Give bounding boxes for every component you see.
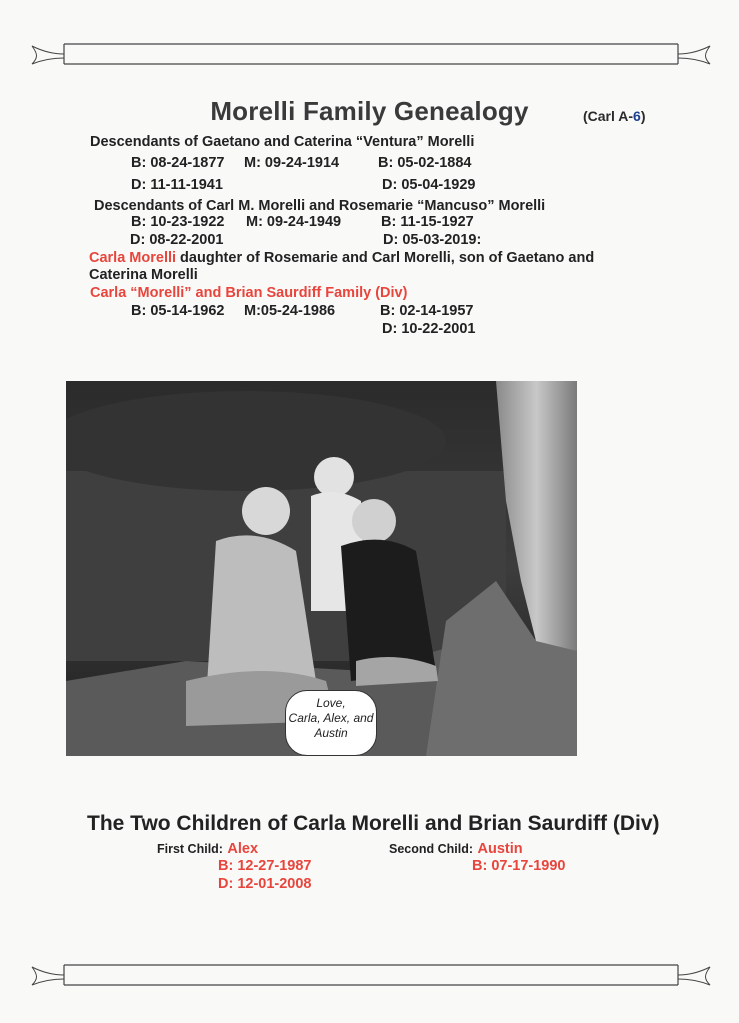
section3-birth2: B: 02-14-1957 [380, 303, 474, 319]
carla-name: Carla Morelli [89, 250, 177, 266]
section1-birth1: B: 08-24-1877 [131, 155, 225, 171]
section2-birth1: B: 10-23-1922 [131, 214, 225, 230]
page-title: Morelli Family Genealogy [210, 96, 529, 126]
section3-birth1: B: 05-14-1962 [131, 303, 225, 319]
caption-line-2: Carla, Alex, and [288, 711, 374, 725]
photo-caption-bubble [285, 690, 377, 756]
caption-line-3: Austin [314, 726, 348, 740]
carla-description: Carla Morelli daughter of Rosemarie and Carl Morelli, son of Gaetano and [89, 250, 595, 266]
first-child-death: D: 12-01-2008 [218, 876, 312, 892]
bottom-scroll-banner [28, 961, 714, 993]
top-scroll-banner [28, 40, 714, 72]
page-code: (Carl A-6) [583, 108, 646, 124]
section1-birth2: B: 05-02-1884 [378, 155, 472, 171]
carla-description-line2: Caterina Morelli [89, 267, 198, 283]
caption-line-1: Love, [316, 696, 346, 710]
section1-death1: D: 11-11-1941 [131, 177, 223, 193]
first-child-label: First Child: [157, 842, 223, 856]
section1-death2: D: 05-04-1929 [382, 177, 476, 193]
second-child-line [389, 840, 523, 858]
second-child-label: Second Child: [389, 842, 474, 856]
children-heading: The Two Children of Carla Morelli and Brian Saurdiff (Div) [87, 812, 660, 835]
section2-heading: Descendants of Carl M. Morelli and Rosemarie “Mancuso” Morelli [94, 198, 546, 214]
section2-marriage: M: 09-24-1949 [246, 214, 342, 230]
section3-marriage: M:05-24-1986 [244, 303, 336, 319]
section2-death1: D: 08-22-2001 [130, 232, 224, 248]
section3-heading: Carla “Morelli” and Brian Saurdiff Family (Div) [90, 285, 408, 301]
section2-death2: D: 05-03-2019: [383, 232, 482, 248]
section1-heading: Descendants of Gaetano and Caterina “Ventura” Morelli [90, 134, 475, 150]
second-child-name: Austin [477, 841, 523, 857]
first-child-line [157, 840, 258, 858]
first-child-name: Alex [227, 841, 259, 857]
first-child-birth: B: 12-27-1987 [218, 858, 312, 874]
section3-death2: D: 10-22-2001 [382, 321, 476, 337]
second-child-birth: B: 07-17-1990 [472, 858, 566, 874]
section2-birth2: B: 11-15-1927 [381, 214, 474, 230]
section1-marriage: M: 09-24-1914 [244, 155, 340, 171]
